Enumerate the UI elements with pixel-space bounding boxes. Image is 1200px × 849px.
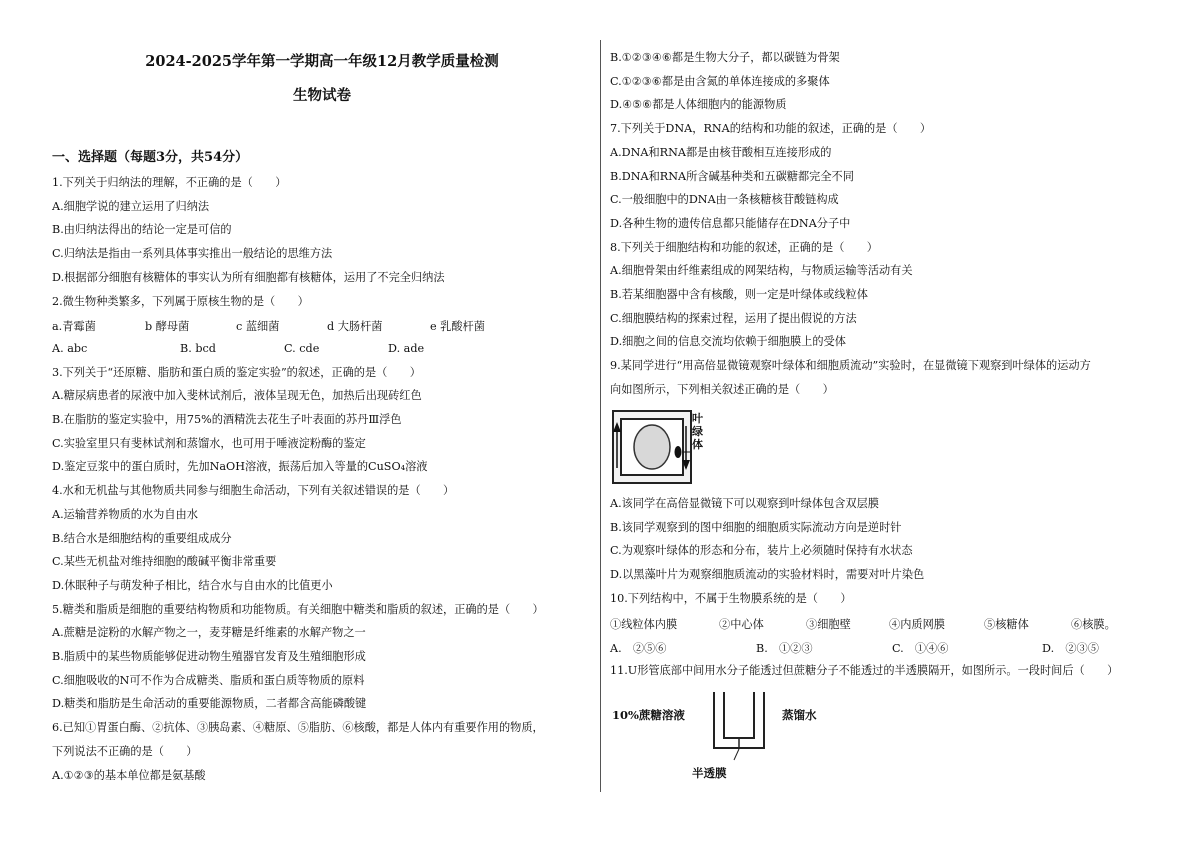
q2-item: b 酵母菌 [145, 320, 190, 333]
text-line: C.某些无机盐对维持细胞的酸碱平衡非常重要 [52, 555, 277, 569]
text-line: B.DNA和RNA所含碱基种类和五碳糖都完全不同 [610, 169, 854, 183]
text-line: 3.下列关于“还原糖、脂肪和蛋白质的鉴定实验”的叙述，正确的是（ ） [52, 365, 421, 379]
q10-option: A. ②⑤⑥ [610, 642, 667, 655]
q2-option: B. bcd [180, 342, 216, 355]
text-line: 10.下列结构中，不属于生物膜系统的是（ ） [610, 591, 852, 605]
q10-item: ②中心体 [719, 618, 764, 631]
text-line: 6.已知①胃蛋白酶、②抗体、③胰岛素、④糖原、⑤脂肪、⑥核酸，都是人体内有重要作用的物质， [52, 721, 544, 735]
text-line: 9.某同学进行“用高倍显微镜观察叶绿体和细胞质流动”实验时，在显微镜下观察到叶绿体的运动方 [610, 359, 1091, 373]
text-line: D.各种生物的遗传信息都只能储存在DNA分子中 [610, 216, 851, 230]
text-line: 下列说法不正确的是（ ） [52, 744, 198, 758]
chloroplast-label: 叶绿体 [692, 412, 703, 451]
text-line: C.为观察叶绿体的形态和分布，装片上必须随时保持有水状态 [610, 544, 913, 558]
text-line: A.该同学在高倍显微镜下可以观察到叶绿体包含双层膜 [610, 497, 879, 510]
text-line: B.①②③④⑥都是生物大分子，都以碳链为骨架 [610, 51, 840, 64]
text-line: C.细胞吸收的N可不作为合成糖类、脂质和蛋白质等物质的原料 [52, 673, 365, 687]
q10-options-row [610, 640, 1170, 654]
q2-option: C. cde [284, 342, 320, 355]
text-line: D.糖类和脂肪是生命活动的重要能源物质，二者都含高能磷酸键 [52, 697, 367, 711]
u-tube-membrane-label: 半透膜 [692, 766, 727, 780]
q2-option: D. ade [388, 342, 425, 355]
q2-item: c 蓝细菌 [236, 320, 280, 333]
text-line: B.该同学观察到的图中细胞的细胞质实际流动方向是逆时针 [610, 520, 902, 534]
q2-item: a.青霉菌 [52, 320, 96, 333]
text-line: 4.水和无机盐与其他物质共同参与细胞生命活动，下列有关叙述错误的是（ ） [52, 484, 455, 498]
text-line: D.休眠种子与萌发种子相比，结合水与自由水的比值更小 [52, 578, 333, 592]
text-line: C.归纳法是指由一系列具体事实推出一般结论的思维方法 [52, 247, 333, 261]
text-line: B.由归纳法得出的结论一定是可信的 [52, 223, 232, 237]
text-line: B.若某细胞器中含有核酸，则一定是叶绿体或线粒体 [610, 288, 868, 301]
text-line: 2.微生物种类繁多，下列属于原核生物的是（ ） [52, 294, 309, 308]
text-line: C.一般细胞中的DNA由一条核糖核苷酸链构成 [610, 193, 839, 207]
q10-item: ③细胞壁 [806, 618, 851, 631]
u-tube-figure [706, 690, 776, 762]
q2-item: d 大肠杆菌 [327, 320, 383, 333]
q10-item: ①线粒体内膜 [610, 618, 678, 631]
text-line: C.实验室里只有斐林试剂和蒸馏水，也可用于唾液淀粉酶的鉴定 [52, 436, 366, 450]
text-line: 7.下列关于DNA，RNA的结构和功能的叙述，正确的是（ ） [610, 122, 932, 136]
section-heading: 一、选择题（每题3分，共54分） [52, 150, 249, 165]
text-line: 向如图所示，下列相关叙述正确的是（ ） [610, 382, 834, 396]
text-line: 5.糖类和脂质是细胞的重要结构物质和功能物质。有关细胞中糖类和脂质的叙述，正确的是（ ） [52, 602, 544, 616]
q10-option: B. ①②③ [756, 642, 813, 655]
text-line: D.细胞之间的信息交流均依赖于细胞膜上的受体 [610, 335, 846, 349]
text-line: D.以黑藻叶片为观察细胞质流动的实验材料时，需要对叶片染色 [610, 568, 925, 582]
text-line: A.DNA和RNA都是由核苷酸相互连接形成的 [610, 145, 832, 159]
text-line: 8.下列关于细胞结构和功能的叙述，正确的是（ ） [610, 240, 878, 254]
exam-subtitle: 生物试卷 [293, 87, 351, 104]
text-line: A.蔗糖是淀粉的水解产物之一，麦芽糖是纤维素的水解产物之一 [52, 626, 366, 640]
q10-item: ④内质网膜 [889, 618, 945, 631]
q10-option: D. ②③⑤ [1042, 642, 1099, 655]
q2-items-row [52, 318, 592, 332]
q10-item: ⑥核膜。 [1071, 618, 1116, 631]
text-line: B.结合水是细胞结构的重要组成成分 [52, 531, 232, 545]
q2-item: e 乳酸杆菌 [430, 320, 485, 333]
text-line: A.细胞骨架由纤维素组成的网架结构，与物质运输等活动有关 [610, 264, 913, 278]
text-line: D.根据部分细胞有核糖体的事实认为所有细胞都有核糖体，运用了不完全归纳法 [52, 270, 445, 284]
q2-option: A. abc [52, 342, 88, 355]
text-line: D.鉴定豆浆中的蛋白质时，先加NaOH溶液，振荡后加入等量的CuSO₄溶液 [52, 460, 428, 474]
q2-options-row [52, 342, 592, 356]
u-tube-right-label: 蒸馏水 [782, 708, 817, 722]
u-tube-left-label: 10%蔗糖溶液 [612, 708, 685, 722]
exam-title: 2024-2025学年第一学期高一年级12月教学质量检测 [145, 53, 499, 70]
text-line: A.糖尿病患者的尿液中加入斐林试剂后，液体呈现无色，加热后出现砖红色 [52, 389, 422, 403]
q10-item: ⑤核糖体 [984, 618, 1029, 631]
text-line: A.运输营养物质的水为自由水 [52, 507, 198, 521]
q10-option: C. ①④⑥ [892, 642, 949, 655]
text-line: 1.下列关于归纳法的理解，不正确的是（ ） [52, 176, 287, 189]
text-line: B.在脂肪的鉴定实验中，用75%的酒精洗去花生子叶表面的苏丹Ⅲ浮色 [52, 413, 402, 426]
text-line: A.①②③的基本单位都是氨基酸 [52, 768, 206, 782]
text-line: D.④⑤⑥都是人体细胞内的能源物质 [610, 98, 787, 112]
text-line: C.①②③⑥都是由含氮的单体连接成的多聚体 [610, 74, 830, 88]
q10-items-row [610, 616, 1170, 630]
text-line: A.细胞学说的建立运用了归纳法 [52, 199, 210, 213]
q11-stem: 11.U形管底部中间用水分子能透过但蔗糖分子不能透过的半透膜隔开，如图所示。一段时间后（ ） [610, 664, 1119, 677]
column-divider [600, 40, 601, 792]
text-line: C.细胞膜结构的探索过程，运用了提出假说的方法 [610, 311, 857, 325]
text-line: B.脂质中的某些物质能够促进动物生殖器官发育及生殖细胞形成 [52, 650, 366, 663]
